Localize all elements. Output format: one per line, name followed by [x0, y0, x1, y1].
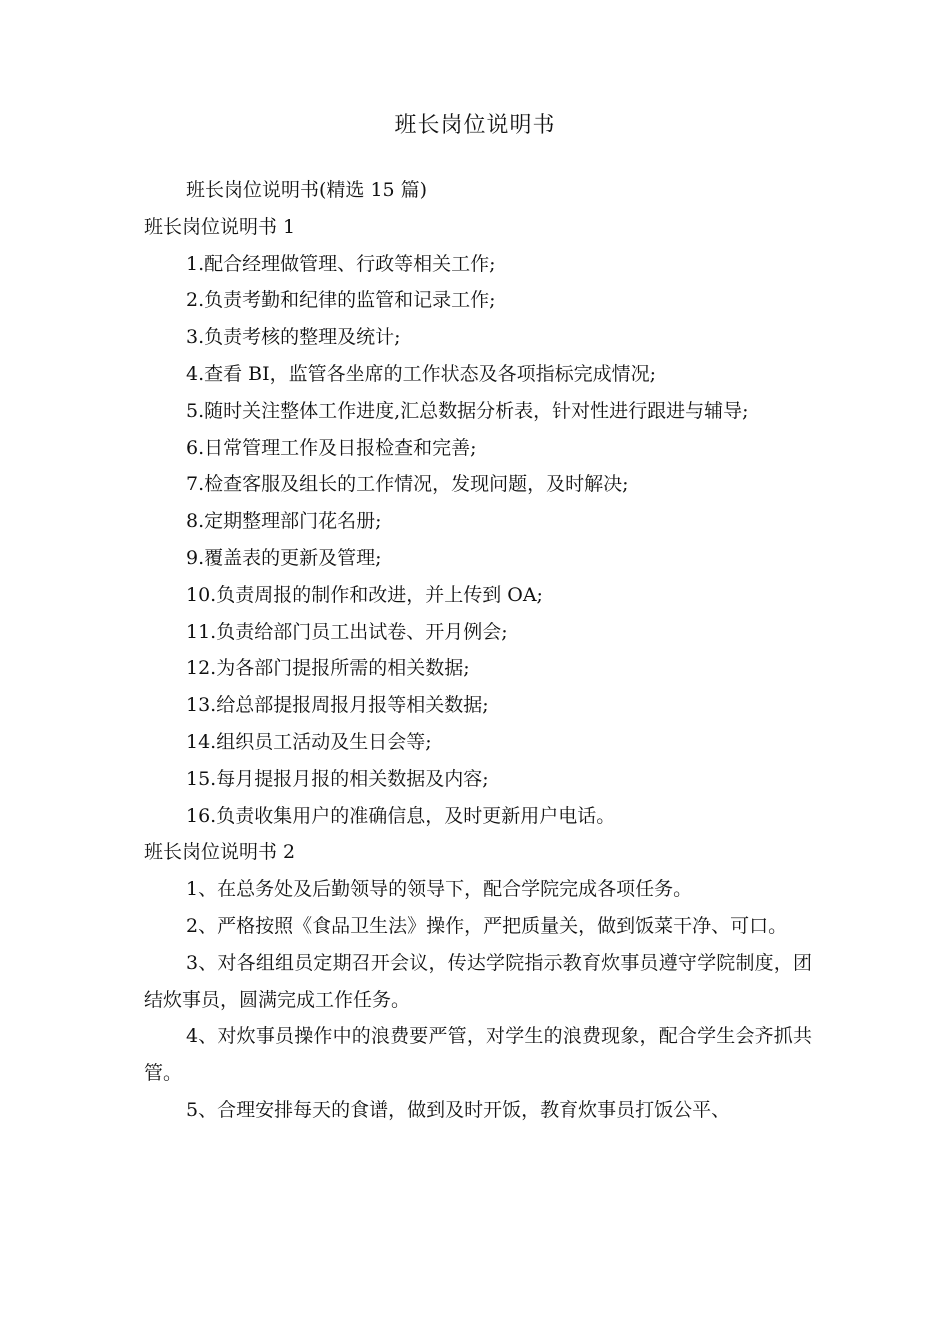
list-item: 15.每月提报月报的相关数据及内容;	[186, 767, 489, 790]
list-item: 12.为各部门提报所需的相关数据;	[186, 657, 470, 680]
list-item: 14.组织员工活动及生日会等;	[186, 730, 432, 753]
list-item: 1.配合经理做管理、行政等相关工作;	[186, 252, 496, 275]
list-item: 4、对炊事员操作中的浪费要严管，对学生的浪费现象，配合学生会齐抓共管。	[144, 1025, 812, 1085]
intro-line: 班长岗位说明书(精选 15 篇)	[186, 179, 428, 201]
list-item: 5、合理安排每天的食谱，做到及时开饭，教育炊事员打饭公平、	[186, 1098, 731, 1121]
list-item: 7.检查客服及组长的工作情况，发现问题，及时解决;	[186, 473, 629, 496]
list-item: 9.覆盖表的更新及管理;	[186, 546, 382, 569]
section-heading-1: 班长岗位说明书 1	[144, 215, 296, 238]
list-item: 3、对各组组员定期召开会议，传达学院指示教育炊事员遵守学院制度，团结炊事员，圆满完成工作任务。	[144, 951, 812, 1011]
list-item: 2、严格按照《食品卫生法》操作，严把质量关，做到饭菜干净、可口。	[186, 914, 788, 937]
list-item: 10.负责周报的制作和改进，并上传到 OA;	[186, 583, 543, 606]
document-body	[144, 172, 812, 1129]
list-item: 16.负责收集用户的准确信息，及时更新用户电话。	[186, 804, 616, 827]
list-item: 2.负责考勤和纪律的监管和记录工作;	[186, 289, 496, 312]
list-item: 11.负责给部门员工出试卷、开月例会;	[186, 620, 508, 643]
list-item: 13.给总部提报周报月报等相关数据;	[186, 694, 489, 717]
list-item: 3.负责考核的整理及统计;	[186, 326, 401, 349]
list-item: 8.定期整理部门花名册;	[186, 510, 382, 533]
section-heading-2: 班长岗位说明书 2	[144, 841, 296, 864]
document-title: 班长岗位说明书	[394, 113, 556, 138]
list-item: 5.随时关注整体工作进度,汇总数据分析表，针对性进行跟进与辅导;	[186, 399, 749, 422]
list-item: 6.日常管理工作及日报检查和完善;	[186, 436, 477, 459]
list-item: 4.查看 BI，监管各坐席的工作状态及各项指标完成情况;	[186, 362, 657, 385]
list-item: 1、在总务处及后勤领导的领导下，配合学院完成各项任务。	[186, 878, 693, 901]
